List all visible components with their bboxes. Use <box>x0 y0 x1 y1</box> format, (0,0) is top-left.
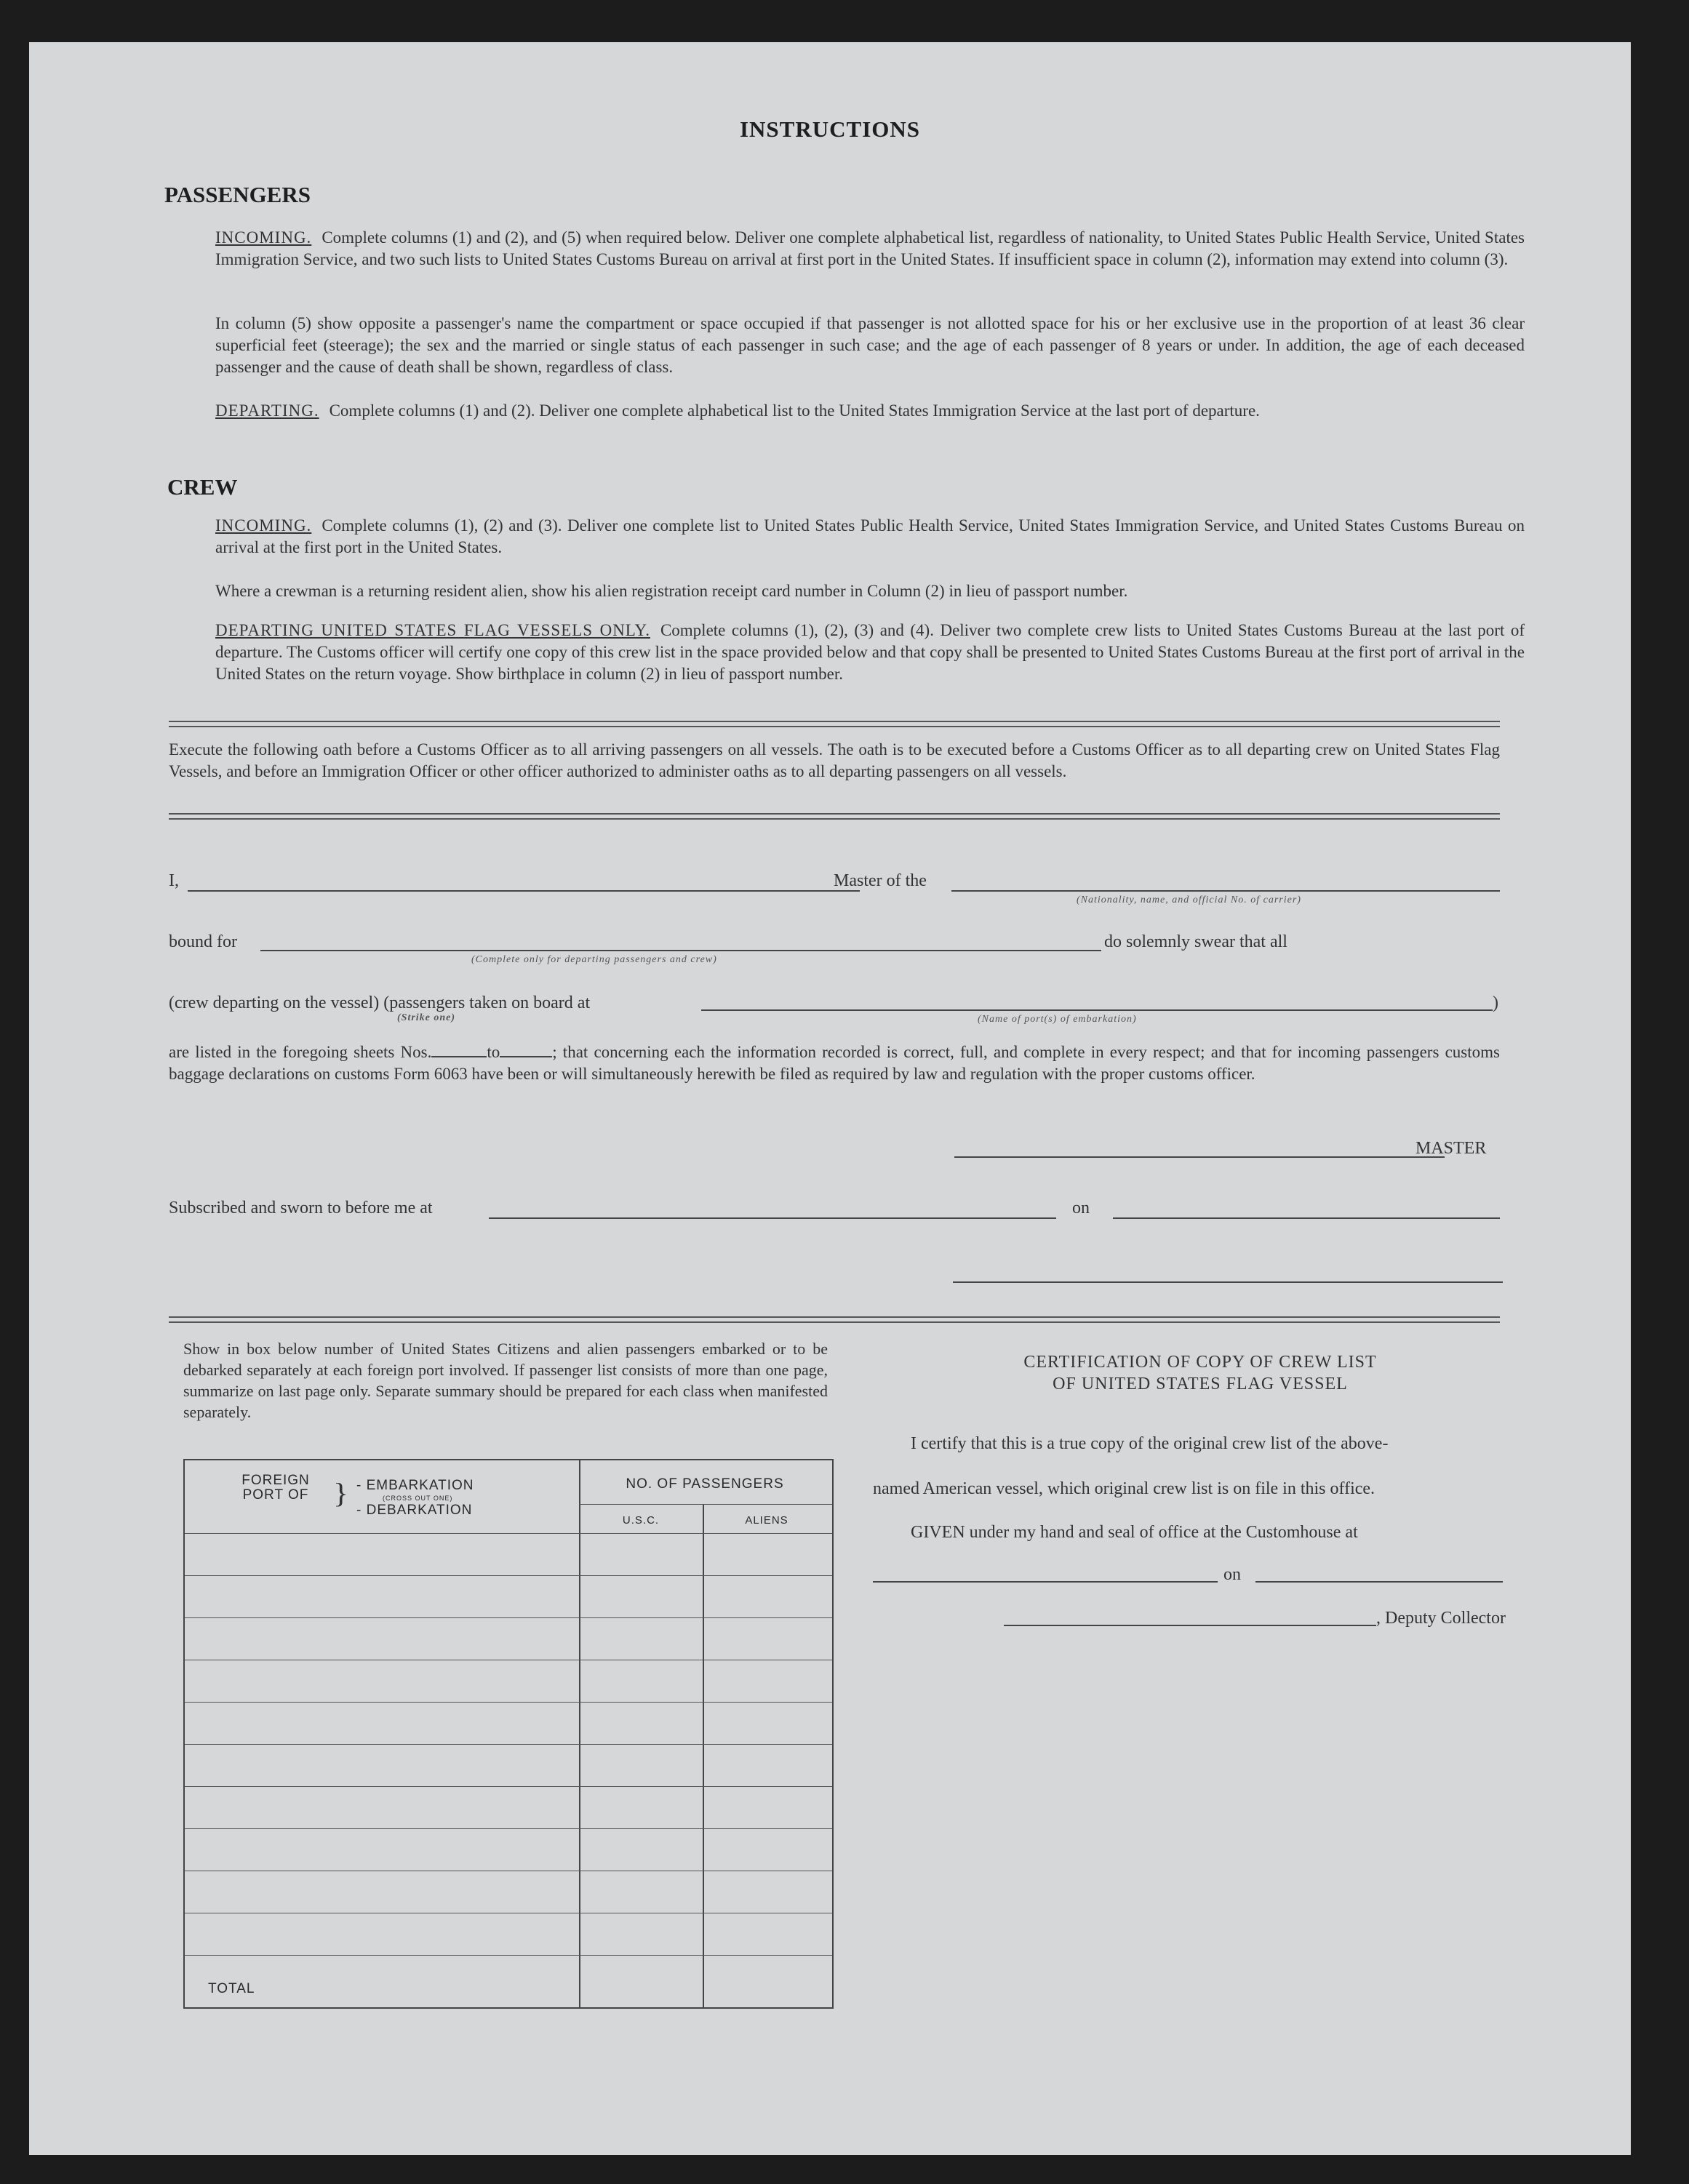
passengers-incoming-text: Complete columns (1) and (2), and (5) when required below. Deliver one complete alphabetical list, regardless of nationality, to United States Public Health Service, United States Immigration Service, and two such lists to United States Customs Bureau on arrival at first port in the United States. If insufficient space in column (2), information may extend into column (3). <box>215 228 1525 268</box>
crew-incoming-text: Complete columns (1), (2) and (3). Deliver one complete list to United States Public Health Service, United States Immigration Service, and United States Customs Bureau on arrival at the first port in the United States. <box>215 516 1525 556</box>
listed-to: to <box>487 1043 500 1061</box>
passengers-departing-text: Complete columns (1) and (2). Deliver one complete alphabetical list to the United States Immigration Service at the last port of departure. <box>329 401 1260 420</box>
crew-incoming-paragraph <box>215 515 1525 559</box>
certification-heading-line1: CERTIFICATION OF COPY OF CREW LIST <box>1023 1353 1377 1372</box>
subscribed-on-label: on <box>1072 1199 1090 1217</box>
page-title: INSTRUCTIONS <box>739 116 920 142</box>
sheet-no-from-field[interactable] <box>431 1056 487 1057</box>
subscribed-place-field[interactable] <box>489 1217 1056 1219</box>
passengers-incoming-label: INCOMING. <box>215 228 312 247</box>
bound-for-label: bound for <box>169 932 237 951</box>
table-row[interactable] <box>185 1828 832 1829</box>
listed-text-a: are listed in the foregoing sheets Nos. <box>169 1043 432 1061</box>
divider-double <box>169 1316 1500 1323</box>
strike-one-note: (Strike one) <box>397 1012 456 1023</box>
passengers-heading: PASSENGERS <box>164 182 311 207</box>
divider-double <box>169 721 1500 727</box>
carrier-field[interactable] <box>951 890 1500 892</box>
listed-paragraph <box>169 1041 1500 1085</box>
ports-note: (Name of port(s) of embarkation) <box>978 1014 1137 1025</box>
crew-departing-label: DEPARTING UNITED STATES FLAG VESSELS ONLY. <box>215 621 650 639</box>
table-divider <box>703 1504 704 2007</box>
table-divider <box>579 1460 580 2007</box>
aliens-header: ALIENS <box>745 1514 788 1527</box>
cross-out-note: (CROSS OUT ONE) <box>383 1495 453 1502</box>
departing-only-note: (Complete only for departing passengers and crew) <box>471 954 717 965</box>
certify-line1: I certify that this is a true copy of the original crew list of the above- <box>911 1434 1389 1453</box>
certification-heading <box>895 1351 1506 1395</box>
table-row[interactable] <box>185 1617 832 1618</box>
crew-heading: CREW <box>167 474 238 500</box>
usc-header: U.S.C. <box>622 1514 660 1527</box>
certification-heading-line2: OF UNITED STATES FLAG VESSEL <box>1053 1375 1348 1393</box>
carrier-note: (Nationality, name, and official No. of carrier) <box>1077 895 1301 905</box>
table-row[interactable] <box>185 1702 832 1703</box>
ports-embarkation-field[interactable] <box>701 1009 1493 1011</box>
table-row[interactable] <box>185 1786 832 1787</box>
table-row[interactable] <box>185 1955 832 1956</box>
close-paren: ) <box>1493 993 1498 1012</box>
crew-incoming-label: INCOMING. <box>215 516 312 535</box>
listed-text-b: ; that concerning each the information recorded is correct, full, and complete in every respect; and that for incoming passengers customs baggage declarations on customs Form 6063 have been or will simultaneously herewith be filed as required by law and regulation with the proper customs officer. <box>169 1043 1500 1083</box>
passengers-departing-paragraph <box>215 400 1525 422</box>
embarkation-label: - EMBARKATION <box>356 1478 474 1493</box>
customhouse-field[interactable] <box>873 1581 1218 1583</box>
passengers-incoming-paragraph <box>215 227 1525 271</box>
debarkation-label: - DEBARKATION <box>356 1503 473 1518</box>
master-of-the-label: Master of the <box>834 871 927 890</box>
master-label: MASTER <box>1416 1139 1487 1158</box>
swear-label: do solemnly swear that all <box>1104 932 1287 951</box>
subscribed-date-field[interactable] <box>1113 1217 1500 1219</box>
passenger-summary-table <box>183 1459 834 2009</box>
master-signature-field[interactable] <box>954 1156 1445 1158</box>
table-row[interactable] <box>185 1575 832 1576</box>
subscribed-label: Subscribed and sworn to before me at <box>169 1199 433 1217</box>
officer-signature-field[interactable] <box>953 1281 1503 1283</box>
bound-for-field[interactable] <box>260 950 1101 951</box>
crew-passengers-label: (crew departing on the vessel) (passengers taken on board at <box>169 993 591 1012</box>
table-row[interactable] <box>185 1533 832 1534</box>
foreign-port-header: FOREIGN PORT OF <box>241 1473 310 1503</box>
passengers-column5-paragraph: In column (5) show opposite a passenger's name the compartment or space occupied if that passenger is not allotted space for his or her exclusive use in the proportion of at least 36 clear superficial feet (steerage); the sex and the married or single status of each passenger in such case; and the age of each passenger of 8 years or under. In addition, the age of each deceased passenger and the cause of death shall be shown, regardless of class. <box>215 314 1525 376</box>
oath-intro: Execute the following oath before a Customs Officer as to all arriving passengers on all vessels. The oath is to be executed before a Customs Officer as to all departing crew on United States Flag Vessels, and before an Immigration Officer or other officer authorized to administer oaths as to all departing passengers on all vessels. <box>169 740 1500 780</box>
table-row[interactable] <box>185 1744 832 1745</box>
divider-double <box>169 813 1500 820</box>
table-divider <box>579 1504 832 1505</box>
master-name-field[interactable] <box>188 890 860 892</box>
brace-icon: } <box>333 1477 349 1510</box>
form-page <box>29 42 1631 2155</box>
summary-instructions: Show in box below number of United States Citizens and alien passengers embarked or to be debarked separately at each foreign port involved. If passenger list consists of more than one page, summarize on last page only. Separate summary should be prepared for each class when manifested separately. <box>183 1340 828 1421</box>
deputy-collector-signature-field[interactable] <box>1004 1625 1376 1626</box>
oath-i-label: I, <box>169 871 179 890</box>
total-label: TOTAL <box>208 1981 255 1996</box>
given-line: GIVEN under my hand and seal of office at the Customhouse at <box>911 1523 1358 1542</box>
crew-departing-text: Complete columns (1), (2), (3) and (4). Deliver two complete crew lists to United States Customs Bureau at the last port of departure. The Customs officer will certify one copy of this crew list in the space provided below and that copy shall be presented to United States Customs Bureau at the first port of arrival in the United States on the return voyage. Show birthplace in column (2) in lieu of passport number. <box>215 621 1525 683</box>
passengers-departing-label: DEPARTING. <box>215 401 319 420</box>
sheet-no-to-field[interactable] <box>500 1056 552 1057</box>
crew-resident-paragraph: Where a crewman is a returning resident alien, show his alien registration receipt card number in Column (2) in lieu of passport number. <box>215 582 1128 600</box>
crew-departing-paragraph <box>215 620 1525 685</box>
certification-date-field[interactable] <box>1255 1581 1503 1583</box>
certify-line2: named American vessel, which original crew list is on file in this office. <box>873 1479 1375 1498</box>
deputy-collector-label: , Deputy Collector <box>1376 1609 1506 1628</box>
no-of-passengers-header: NO. OF PASSENGERS <box>626 1476 784 1492</box>
certification-on-label: on <box>1223 1565 1241 1584</box>
